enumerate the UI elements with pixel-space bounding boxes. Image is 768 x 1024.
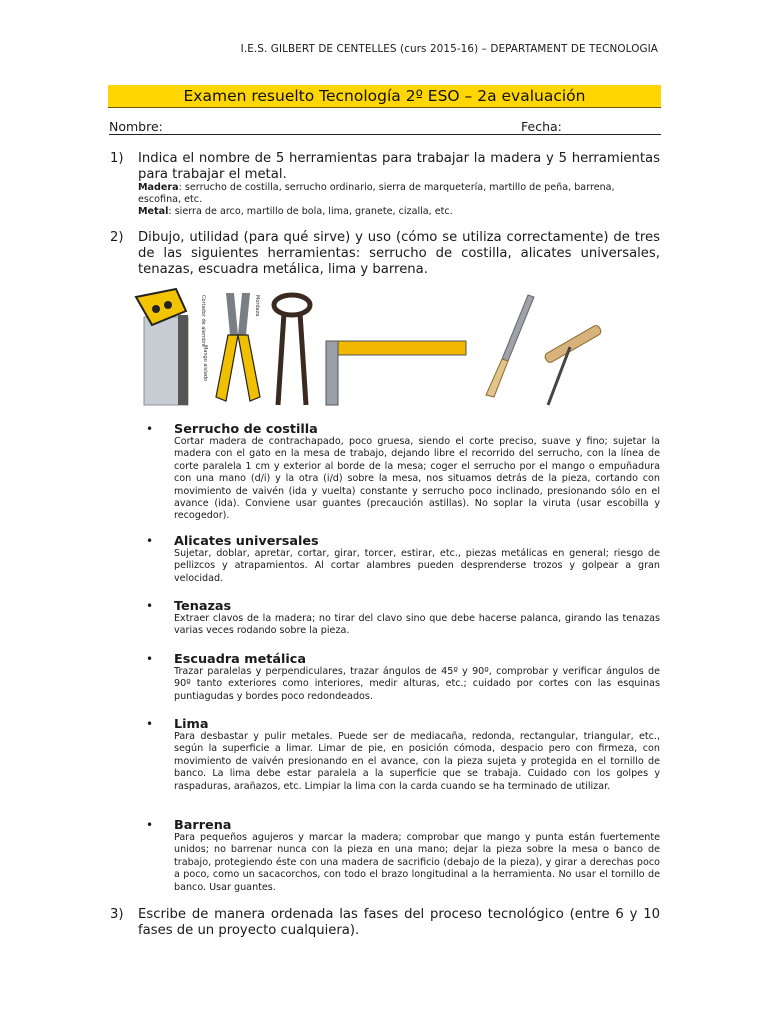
question-1-text: Indica el nombre de 5 herramientas para trabajar la madera y 5 herramientas para trabajar el metal. bbox=[138, 151, 660, 182]
name-date-row bbox=[109, 119, 661, 135]
tool-title: Barrena bbox=[174, 818, 232, 833]
insulated-handle-label: Mango aislado bbox=[202, 345, 208, 382]
question-3-text: Escribe de manera ordenada las fases del proceso tecnológico (entre 6 y 10 fases de un proyecto cualquiera). bbox=[138, 907, 660, 938]
tool-title: Tenazas bbox=[174, 599, 232, 614]
date-label: Fecha: bbox=[521, 119, 562, 134]
question-2-number: 2) bbox=[110, 230, 124, 245]
question-2-text: Dibujo, utilidad (para qué sirve) y uso (cómo se utiliza correctamente) de tres de las siguientes herramientas: serrucho de costilla, alicates universales, tenazas, escuadra metálica, lima y barrena. bbox=[138, 230, 660, 277]
bullet: • bbox=[146, 534, 154, 548]
madera-label: Madera bbox=[138, 182, 179, 193]
madera-text: : serrucho de costilla, serrucho ordinario, sierra de marquetería, martillo de peña, barrena, escofina, etc. bbox=[138, 182, 615, 206]
answer-1 bbox=[138, 182, 658, 219]
gimlet-image bbox=[544, 324, 603, 405]
question-3-number: 3) bbox=[110, 907, 124, 922]
pliers-image bbox=[200, 293, 260, 401]
square-image bbox=[326, 341, 466, 405]
tool-title: Serrucho de costilla bbox=[174, 422, 318, 437]
tool-title: Escuadra metálica bbox=[174, 652, 307, 667]
tool-description: Extraer clavos de la madera; no tirar del clavo sino que debe hacerse palanca, girando las tenazas varias veces rodando sobre la pieza. bbox=[174, 613, 660, 637]
tool-title: Lima bbox=[174, 717, 209, 732]
tool-description: Trazar paralelas y perpendiculares, trazar ángulos de 45º y 90º, comprobar y verificar ángulos de 90º tanto exteriores como interiores, medir alturas, etc.; cuidado por cortes con las esquinas puntiagudas y bordes poco redondeados. bbox=[174, 666, 660, 702]
pincers-image bbox=[274, 295, 310, 405]
tools-illustration bbox=[130, 285, 630, 415]
cutter-label: Cortador de alambre bbox=[200, 295, 206, 347]
bullet: • bbox=[146, 818, 154, 832]
page-header: I.E.S. GILBERT DE CENTELLES (curs 2015-16) – DEPARTAMENT DE TECNOLOGIA bbox=[240, 43, 658, 55]
bullet: • bbox=[146, 717, 154, 731]
tool-description: Para pequeños agujeros y marcar la madera; comprobar que mango y punta están fuertemente unidos; no barrenar nunca con la pieza en una mano; dejar la pieza sobre la mesa o banco de trabajo, protegiendo éste con una madera de sacrificio (debajo de la pieza), y girar a derechas poco a poco, como un sacacorchos, con todo el brazo longitudinal a la herramienta. No usar el tornillo de banco. Usar guantes. bbox=[174, 832, 660, 893]
jaw-label: Mordaza bbox=[254, 295, 260, 317]
file-image bbox=[486, 295, 534, 397]
tool-description: Sujetar, doblar, apretar, cortar, girar, torcer, estirar, etc., piezas metálicas en general; riesgo de pellizcos y atrapamientos. Al cortar alambres pueden desprenderse trozos y golpear a gran velocidad. bbox=[174, 548, 660, 584]
metal-text: : sierra de arco, martillo de bola, lima, granete, cizalla, etc. bbox=[168, 206, 453, 218]
bullet: • bbox=[146, 599, 154, 613]
name-label: Nombre: bbox=[109, 119, 163, 134]
backsaw-image bbox=[136, 289, 188, 405]
bullet: • bbox=[146, 422, 154, 436]
exam-title-bar bbox=[108, 85, 661, 108]
question-1-number: 1) bbox=[110, 151, 124, 166]
tool-description: Para desbastar y pulir metales. Puede ser de mediacaña, redonda, rectangular, triangular, etc., según la superficie a limar. Limar de pie, en posición cómoda, despacio pero con firmeza, con movimiento de vaivén presionando en el avance, con la pieza sujeta y protegida en el tornillo de banco. La lima debe estar paralela a la superficie que se trabaja. Cuidado con los golpes y raspaduras, arañazos, etc. Limpiar la lima con la carda cuando se ha terminado de utilizar. bbox=[174, 731, 660, 792]
exam-title: Examen resuelto Tecnología 2º ESO – 2a evaluación bbox=[183, 87, 586, 105]
bullet: • bbox=[146, 652, 154, 666]
tool-description: Cortar madera de contrachapado, poco gruesa, siendo el corte preciso, suave y fino; sujetar la madera con el gato en la mesa de trabajo, dejando libre el recorrido del serrucho, con la línea de corte paralela 1 cm y exterior al borde de la mesa; coger el serrucho por el mango o empuñadura con una mano (d/i) y la otra (i/d) sobre la mesa, nos situamos detrás de la pieza, cortando con movimiento de vaivén (ida y vuelta) constante y serrucho poco inclinado, presionando sólo en el avance (ida). Conviene usar guantes (precaución astillas). No soplar la viruta (usar escobilla y recogedor). bbox=[174, 436, 660, 522]
tool-title: Alicates universales bbox=[174, 534, 319, 549]
metal-label: Metal bbox=[138, 206, 169, 218]
